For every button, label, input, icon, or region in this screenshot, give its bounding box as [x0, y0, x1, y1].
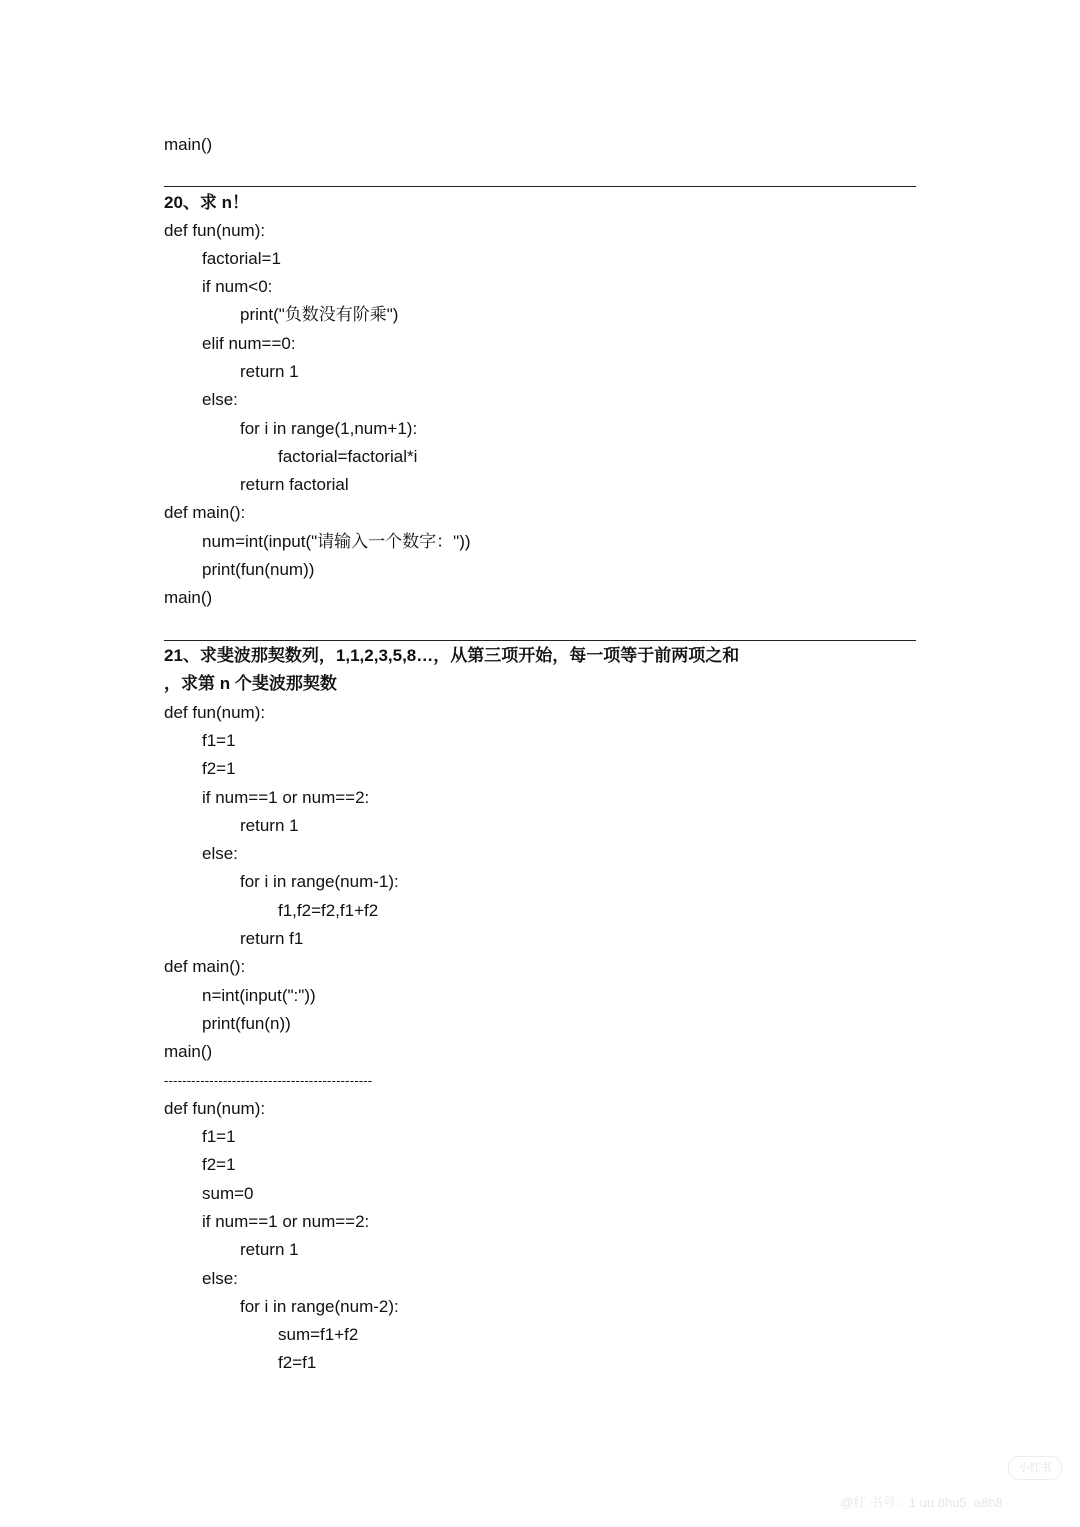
code-line: def fun(num): — [164, 703, 266, 722]
code-line: if num==1 or num==2: — [202, 1212, 370, 1231]
code-line: if num==1 or num==2: — [202, 788, 370, 807]
code-line: def fun(num): — [164, 221, 266, 240]
code-line: sum=f1+f2 — [278, 1325, 359, 1344]
code-line: sum=0 — [202, 1184, 254, 1203]
code-line: else: — [202, 390, 238, 409]
code-line: f1=1 — [202, 1127, 236, 1146]
watermark-text: @红 书号：1 uu 8hu5 a8h8 — [840, 1495, 1003, 1510]
code-line: def main(): — [164, 503, 246, 522]
code-line: return factorial — [240, 475, 349, 494]
code-line: num=int(input("请输入一个数字：")) — [202, 532, 471, 551]
code-line: for i in range(num-1): — [240, 872, 399, 891]
code-line: f1,f2=f2,f1+f2 — [278, 901, 379, 920]
section-divider — [164, 640, 916, 641]
code-line: n=int(input(":")) — [202, 986, 316, 1005]
code-line: else: — [202, 844, 238, 863]
code-line: def fun(num): — [164, 1099, 266, 1118]
section-divider — [164, 186, 916, 187]
section-20-heading: 20、求 n！ — [164, 193, 250, 212]
code-line: main() — [164, 588, 213, 607]
code-line: return 1 — [240, 816, 299, 835]
code-line: elif num==0: — [202, 334, 296, 353]
code-line: if num<0: — [202, 277, 273, 296]
code-line: f2=1 — [202, 1155, 236, 1174]
code-line: for i in range(num-2): — [240, 1297, 399, 1316]
code-line: factorial=factorial*i — [278, 447, 418, 466]
section-21-heading: 21、求斐波那契数列，1,1,2,3,5,8…，从第三项开始，每一项等于前两项之和 — [164, 646, 740, 665]
code-line: return f1 — [240, 929, 304, 948]
section-21-heading-cont: ，求第 n 个斐波那契数 — [164, 674, 337, 693]
code-line: f1=1 — [202, 731, 236, 750]
code-line: main() — [164, 135, 213, 154]
code-line: f2=1 — [202, 759, 236, 778]
code-line: f2=f1 — [278, 1353, 317, 1372]
watermark-badge: 小红书 — [1008, 1456, 1062, 1480]
code-line: for i in range(1,num+1): — [240, 419, 418, 438]
dashed-separator: ---------------------------------------------- — [164, 1073, 373, 1088]
code-line: print("负数没有阶乘") — [240, 305, 399, 324]
code-line: return 1 — [240, 1240, 299, 1259]
code-line: factorial=1 — [202, 249, 281, 268]
code-line: print(fun(n)) — [202, 1014, 291, 1033]
code-line: else: — [202, 1269, 238, 1288]
code-line: def main(): — [164, 957, 246, 976]
code-line: main() — [164, 1042, 213, 1061]
code-line: print(fun(num)) — [202, 560, 315, 579]
code-line: return 1 — [240, 362, 299, 381]
